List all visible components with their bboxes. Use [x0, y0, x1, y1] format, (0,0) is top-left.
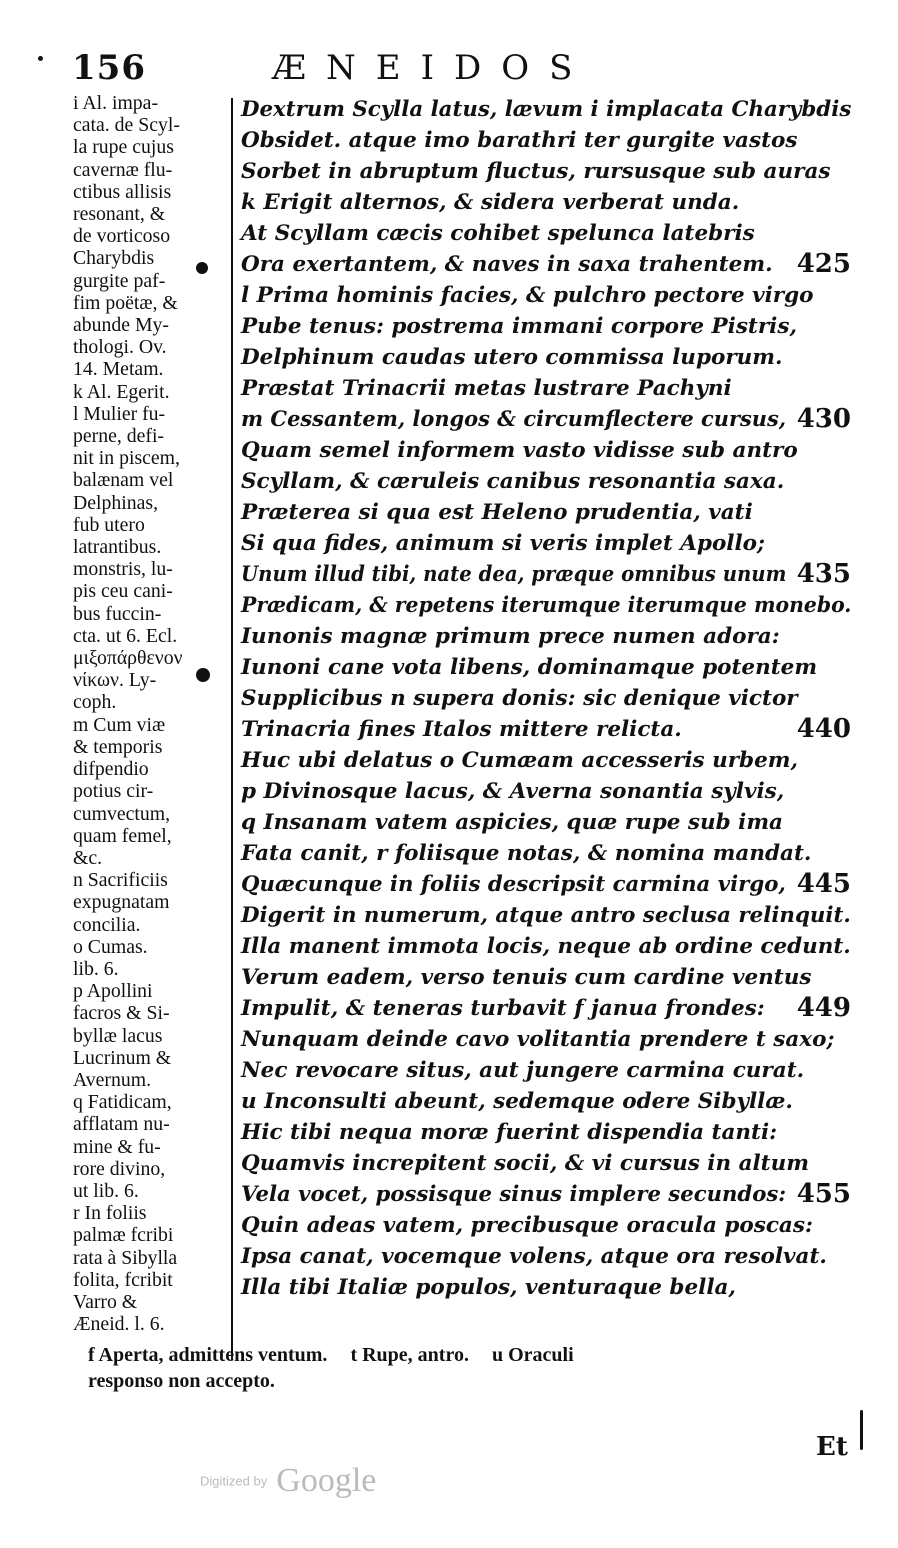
verse-line: [241, 1241, 853, 1272]
verse-line: [241, 435, 853, 466]
verse-text: Prædicam, & repetens iterumque iterumque monebo.: [241, 593, 852, 618]
verse-text: Quæcunque in foliis descripsit carmina virgo,: [241, 872, 786, 897]
verse-text: Hic tibi nequa moræ fuerint dispendia tanti:: [241, 1120, 778, 1145]
verse-line: [241, 187, 853, 218]
line-number: 435: [796, 559, 851, 589]
running-head: [72, 44, 852, 94]
margin-note-line: Æneid. l. 6.: [73, 1313, 165, 1336]
footnote-line-2: responso non accepto.: [88, 1370, 275, 1392]
verse-text: Pube tenus: postrema immani corpore Pistris,: [241, 314, 797, 339]
margin-note-line: rore divino,: [73, 1157, 166, 1180]
margin-note-line: nit in piscem,: [73, 447, 180, 470]
margin-note-line: potius cir-: [73, 780, 154, 803]
verse-text: Dextrum Scylla latus, lævum i implacata Charybdis: [241, 97, 852, 122]
margin-note-line: facros & Si-: [73, 1002, 170, 1025]
margin-note-line: m Cum viæ: [73, 713, 166, 736]
line-number: 449: [796, 993, 851, 1023]
verse-text: Si qua fides, animum si veris implet Apollo;: [241, 531, 765, 556]
verse-text: Scyllam, & cæruleis canibus resonantia saxa.: [241, 469, 785, 494]
verse-line: [241, 1086, 853, 1117]
verse-text: Ipsa canat, vocemque volens, atque ora resolvat.: [241, 1244, 827, 1269]
margin-note-line: difpendio: [73, 758, 149, 781]
verse-line: [241, 1210, 853, 1241]
margin-note-line: Avernum.: [73, 1068, 152, 1091]
margin-note-line: ut lib. 6.: [73, 1179, 139, 1202]
catchword: Et: [816, 1432, 848, 1462]
margin-note-line: lib. 6.: [73, 957, 119, 980]
verse-line: [241, 807, 853, 838]
margin-note-line: monstris, lu-: [73, 558, 173, 581]
verse-line: [241, 745, 853, 776]
verse-text: Nunquam deinde cavo volitantia prendere t saxo;: [241, 1027, 835, 1052]
margin-note-line: rata à Sibylla: [73, 1246, 178, 1269]
verse-text: Nec revocare situs, aut jungere carmina curat.: [241, 1058, 805, 1083]
footnote-item: f Aperta, admittens ventum.: [88, 1344, 328, 1366]
verse-text: Supplicibus n supera donis: sic denique victor: [241, 686, 798, 711]
margin-note-line: latrantibus.: [73, 536, 162, 559]
verse-text: At Scyllam cæcis cohibet spelunca latebris: [241, 221, 755, 246]
verse-text: Illa tibi Italiæ populos, venturaque bella,: [241, 1275, 736, 1300]
margin-note-line: fub utero: [73, 513, 145, 536]
ink-speck: [860, 1410, 863, 1450]
verse-line: [241, 931, 853, 962]
margin-note-line: i Al. impa-: [73, 92, 159, 114]
line-number: 425: [796, 249, 851, 279]
verse-line: [241, 1179, 853, 1210]
line-number: 445: [796, 869, 851, 899]
verse-line: [241, 156, 853, 187]
margin-note-line: balænam vel: [73, 469, 174, 492]
margin-note-line: cavernæ flu-: [73, 158, 173, 181]
margin-note-line: cta. ut 6. Ecl.: [73, 624, 178, 647]
verse-line: [241, 714, 853, 745]
verse-text: Præterea si qua est Heleno prudentia, vati: [241, 500, 753, 525]
verse-text: Illa manent immota locis, neque ab ordine cedunt.: [241, 934, 851, 959]
verse-line: [241, 900, 853, 931]
margin-note-line: cata. de Scyl-: [73, 114, 180, 137]
margin-note-line: byllæ lacus: [73, 1024, 163, 1047]
verse-text: k Erigit alternos, & sidera verberat unda.: [241, 190, 740, 215]
verse-line: [241, 342, 853, 373]
margin-note-line: pis ceu cani-: [73, 580, 173, 603]
verse-line: [241, 218, 853, 249]
verse-line: [241, 590, 853, 621]
margin-note-line: abunde My-: [73, 314, 169, 337]
margin-note-line: folita, fcribit: [73, 1268, 173, 1291]
verse-text: Delphinum caudas utero commissa luporum.: [241, 345, 783, 370]
margin-note-line: gurgite paf-: [73, 269, 166, 292]
verse-text: Unum illud tibi, nate dea, præque omnibus unum: [241, 562, 787, 587]
verse-line: [241, 993, 853, 1024]
footnote-item: u Oraculi: [491, 1344, 574, 1366]
line-number: 430: [796, 404, 851, 434]
margin-note-line: l Mulier fu-: [73, 402, 166, 425]
verse-text: Sorbet in abruptum fluctus, rursusque sub auras: [241, 159, 831, 184]
margin-note-line: quam femel,: [73, 824, 172, 847]
page-number: 156: [72, 48, 146, 88]
verse-line: [241, 652, 853, 683]
verse-line: [241, 776, 853, 807]
column-divider: [231, 98, 233, 1360]
ink-speck: [196, 668, 210, 682]
footnote-line-1: [88, 1342, 858, 1368]
margin-note-line: k Al. Egerit.: [73, 380, 170, 403]
margin-note-line: de vorticoso: [73, 225, 171, 248]
margin-note-line: palmæ fcribi: [73, 1224, 174, 1247]
verse-line: [241, 125, 853, 156]
margin-note-line: r In foliis: [73, 1202, 147, 1225]
verse-line: [241, 962, 853, 993]
verse-text: p Divinosque lacus, & Averna sonantia sylvis,: [241, 779, 785, 804]
verse-text: Quin adeas vatem, precibusque oracula poscas:: [241, 1213, 813, 1238]
verse-line: [241, 404, 853, 435]
verse-line: [241, 528, 853, 559]
margin-note-line: νίκων. Ly-: [73, 669, 157, 692]
verse-line: [241, 1055, 853, 1086]
margin-note-line: resonant, &: [73, 203, 166, 226]
book-title: ÆNEIDOS: [272, 48, 593, 88]
verse-text: Quam semel informem vasto vidisse sub antro: [241, 438, 798, 463]
verse-text: Vela vocet, possisque sinus implere secundos:: [241, 1182, 787, 1207]
watermark-prefix: Digitized by: [200, 1473, 268, 1489]
verse-text: Quamvis increpitent socii, & vi cursus in altum: [241, 1151, 809, 1176]
margin-note-line: expugnatam: [73, 891, 170, 914]
margin-note-line: q Fatidicam,: [73, 1091, 172, 1114]
margin-note-line: cumvectum,: [73, 802, 171, 825]
line-number: 455: [796, 1179, 851, 1209]
margin-note-line: concilia.: [73, 913, 141, 936]
margin-note-line: perne, defi-: [73, 425, 165, 448]
margin-note-line: o Cumas.: [73, 935, 148, 958]
margin-note-line: la rupe cujus: [73, 136, 174, 159]
verse-line: [241, 497, 853, 528]
margin-note-line: Charybdis: [73, 247, 155, 270]
margin-note-line: Varro &: [73, 1290, 138, 1313]
margin-note-line: &c.: [73, 846, 103, 869]
verse-line: [241, 1024, 853, 1055]
verse-line: [241, 838, 853, 869]
verse-text: Impulit, & teneras turbavit f janua frondes:: [241, 996, 765, 1021]
verse-line: [241, 94, 853, 125]
watermark-logo: Google: [276, 1462, 377, 1499]
verse-text: Iunoni cane vota libens, dominamque potentem: [241, 655, 818, 680]
verse-text: Ora exertantem, & naves in saxa trahentem.: [241, 252, 773, 277]
ink-speck: [38, 56, 43, 61]
verse-line: [241, 466, 853, 497]
margin-note-line: bus fuccin-: [73, 602, 162, 625]
verse-line: [241, 1117, 853, 1148]
margin-note-line: Lucrinum &: [73, 1046, 172, 1069]
footnote-item: t Rupe, antro.: [350, 1344, 469, 1366]
verse-line: [241, 280, 853, 311]
verse-text: Iunonis magnæ primum prece numen adora:: [241, 624, 780, 649]
margin-note-line: ctibus allisis: [73, 180, 172, 203]
verse-text: Digerit in numerum, atque antro seclusa relinquit.: [241, 903, 851, 928]
verse-text: Trinacria fines Italos mittere relicta.: [241, 717, 682, 742]
footnotes: [88, 1342, 858, 1394]
ink-speck: [196, 262, 208, 274]
verse-text: u Inconsulti abeunt, sedemque odere Sibyllæ.: [241, 1089, 793, 1114]
verse-text-column: [241, 94, 853, 1303]
verse-text: Verum eadem, verso tenuis cum cardine ventus: [241, 965, 812, 990]
margin-note-line: mine & fu-: [73, 1135, 161, 1158]
margin-note-line: thologi. Ov.: [73, 336, 167, 359]
verse-line: [241, 621, 853, 652]
verse-line: [241, 1148, 853, 1179]
verse-text: Fata canit, r foliisque notas, & nomina mandat.: [241, 841, 812, 866]
verse-text: q Insanam vatem aspicies, quæ rupe sub ima: [241, 810, 783, 835]
verse-text: Præstat Trinacrii metas lustrare Pachyni: [241, 376, 732, 401]
digitization-watermark: [200, 1462, 376, 1500]
verse-text: Huc ubi delatus o Cumæam accesseris urbem,: [241, 748, 798, 773]
margin-note-line: n Sacrificiis: [73, 869, 168, 892]
line-number: 440: [796, 714, 851, 744]
verse-line: [241, 869, 853, 900]
verse-text: Obsidet. atque imo barathri ter gurgite vastos: [241, 128, 798, 153]
margin-note-line: 14. Metam.: [73, 358, 164, 381]
verse-text: m Cessantem, longos & circumflectere cursus,: [241, 407, 787, 432]
margin-note-line: μιξοπάρθενον: [73, 647, 183, 670]
verse-line: [241, 373, 853, 404]
margin-note-line: Delphinas,: [73, 491, 159, 514]
verse-line: [241, 1272, 853, 1303]
verse-line: [241, 249, 853, 280]
margin-note-line: & temporis: [73, 735, 163, 758]
verse-line: [241, 683, 853, 714]
margin-notes-column: [73, 92, 231, 1352]
verse-line: [241, 559, 853, 590]
margin-note-line: p Apollini: [73, 980, 153, 1003]
margin-note-line: fim poëtæ, &: [73, 291, 178, 314]
margin-note-line: coph.: [73, 691, 117, 714]
verse-text: l Prima hominis facies, & pulchro pectore virgo: [241, 283, 814, 308]
margin-note-line: afflatam nu-: [73, 1113, 170, 1136]
verse-line: [241, 311, 853, 342]
